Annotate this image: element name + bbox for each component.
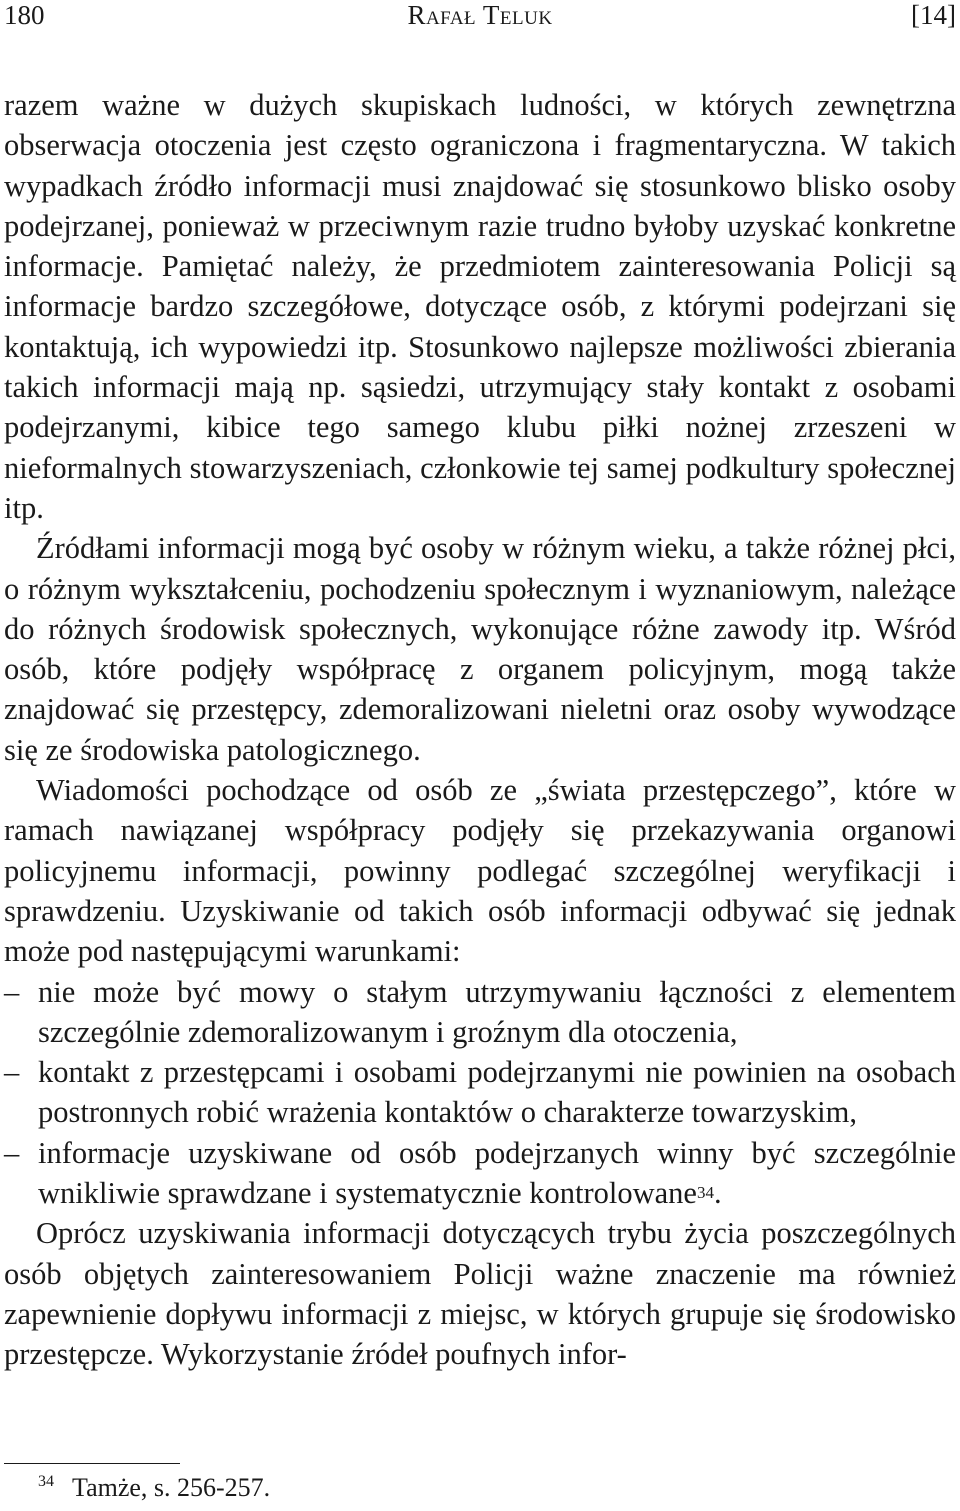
footnote [38, 1472, 270, 1508]
paragraph-4: Oprócz uzyskiwania informacji dotyczących trybu życia poszczególnych osób objętych zainteresowaniem Policji ważne znaczenie ma również zapewnienie dopływu informacji z miejsc, w których grupuje się środowisko przestępcze. Wykorzystanie źródeł poufnych infor- [4, 1216, 956, 1372]
footnote-text: Tamże, s. 256-257. [72, 1473, 271, 1502]
page-number: 180 [4, 0, 45, 30]
paragraph-2: Źródłami informacji mogą być osoby w różnym wieku, a także różnej płci, o różnym wykształceniu, pochodzeniu społecznym i wyznaniowym, należące do różnych środowisk społecznych, wykonujące różne zawody itp. Wśród osób, które podjęły współpracę z organem policyjnym, mogą także znajdować się przestępcy, zdemoralizowani nieletni oraz osoby wywodzące się ze środowiska patologicznego. [4, 531, 956, 767]
list-item [4, 1133, 956, 1214]
paragraph-1: razem ważne w dużych skupiskach ludności, w których zewnętrzna obserwacja otoczenia jest często ograniczona i fragmentaryczna. W takich wypadkach źródło informacji musi znajdować się stosunkowo blisko osoby podejrzanej, ponieważ w przeciwnym razie trudno byłoby uzyskać konkretne informacje. Pamiętać należy, że przedmiotem zainteresowania Policji są informacje bardzo szczegółowe, dotyczące osób, z którymi podejrzani się kontaktują, ich wypowiedzi itp. Stosunkowo najlepsze możliwości zbierania takich informacji mają np. sąsiedzi, utrzymujący stały kontakt z osobami podejrzanymi, kibice tego samego klubu piłki nożnej zrzeszeni w nieformalnych stowarzyszeniach, członkowie tej samej podkultury społecznej itp. [4, 88, 956, 525]
page-header [0, 0, 960, 40]
list-item: – nie może być mowy o stałym utrzymywaniu łączności z elementem szczególnie zdemoralizowanym i groźnym dla otoczenia, [4, 972, 956, 1053]
main-text [4, 85, 956, 1375]
conditions-list [4, 972, 956, 1214]
list-item-text: informacje uzyskiwane od osób podejrzanych winny być szczególnie wnikliwie sprawdzane i systematycznie kontrolowane [38, 1135, 956, 1211]
footnote-number: 34 [38, 1473, 54, 1490]
footnote-reference[interactable]: 34 [696, 1183, 714, 1203]
footnote-divider [4, 1463, 180, 1464]
list-item-end: . [713, 1176, 722, 1211]
section-reference: [14] [911, 0, 956, 30]
list-item: – kontakt z przestępcami i osobami podejrzanymi nie powinien na osobach postronnych robić wrażenia kontaktów o charakterze towarzyskim, [4, 1052, 956, 1133]
paragraph-3: Wiadomości pochodzące od osób ze „świata przestępczego”, które w ramach nawiązanej współpracy podjęły się przekazywania organowi policyjnemu informacji, powinny podlegać szczególnej weryfikacji i sprawdzeniu. Uzyskiwanie od takich osób informacji odbywać się jednak może pod następującymi warunkami: [4, 773, 956, 969]
running-title: Rafał Teluk [407, 0, 553, 30]
